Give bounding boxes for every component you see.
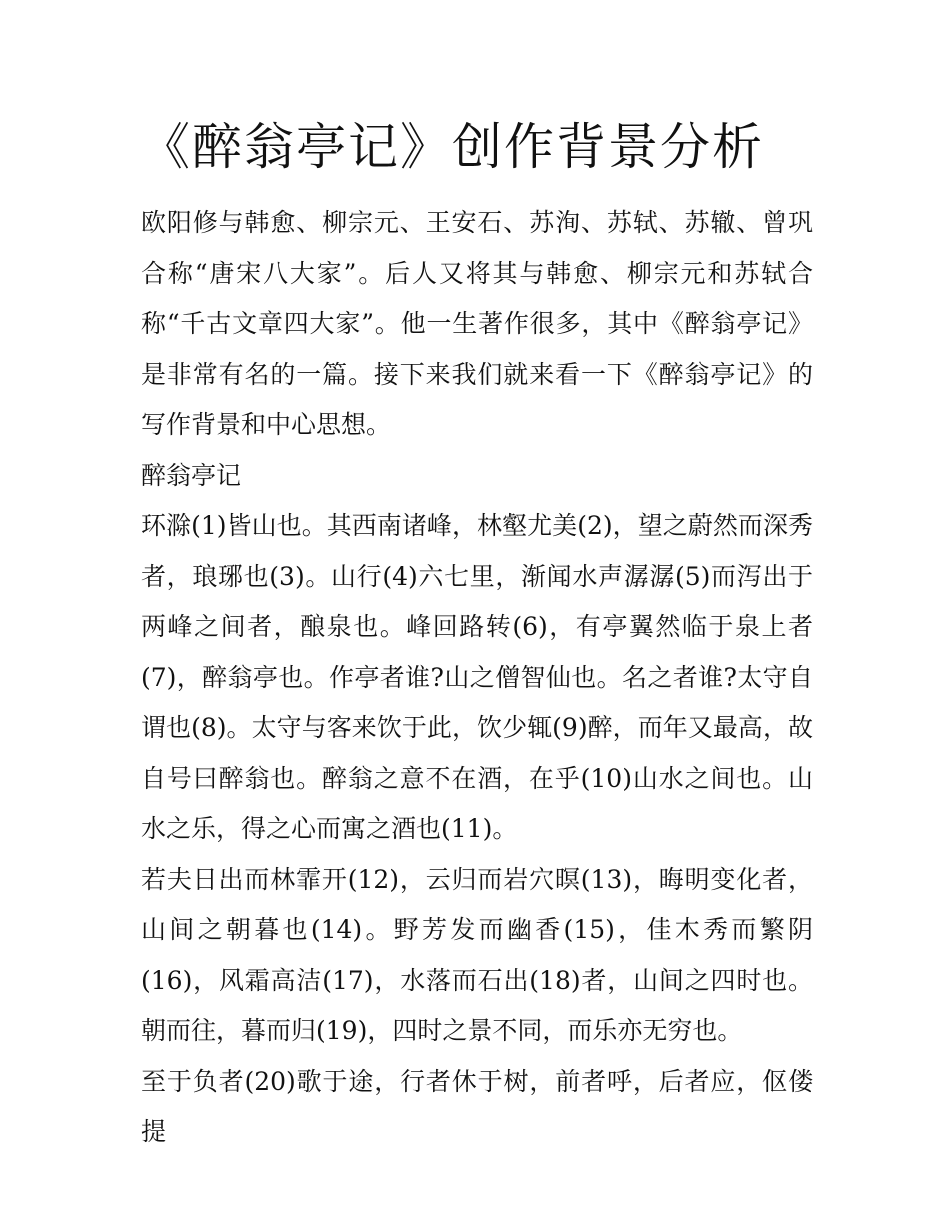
paragraph-text-1: 环滁(1)皆山也。其西南诸峰，林壑尤美(2)，望之蔚然而深秀者，琅琊也(3)。山行(4)六七里，渐闻水声潺潺(5)而泻出于两峰之间者，酿泉也。峰回路转(6)，有亭翼然临于泉上者(7)，醉翁亭也。作亭者谁?山之僧智仙也。名之者谁?太守自谓也(8)。太守与客来饮于此，饮少辄(9)醉，而年又最高，故自号曰醉翁也。醉翁之意不在酒，在乎(10)山水之间也。山水之乐，得之心而寓之酒也(11)。: [141, 511, 813, 843]
paragraph-subtitle: 醉翁亭记: [141, 460, 242, 490]
paragraph-text-2: 若夫日出而林霏开(12)，云归而岩穴暝(13)，晦明变化者，山间之朝暮也(14)。野芳发而幽香(15)，佳木秀而繁阴(16)，风霜高洁(17)，水落而石出(18)者，山间之四时也。朝而往，暮而归(19)，四时之景不同，而乐亦无穷也。: [141, 864, 813, 1045]
paragraph-intro: 欧阳修与韩愈、柳宗元、王安石、苏洵、苏轼、苏辙、曾巩合称“唐宋八大家”。后人又将其与韩愈、柳宗元和苏轼合称“千古文章四大家”。他一生著作很多，其中《醉翁亭记》是非常有名的一篇。接下来我们就来看一下《醉翁亭记》的写作背景和中心思想。: [141, 208, 813, 439]
document-body: [141, 198, 813, 1158]
page-title: 《醉翁亭记》创作背景分析: [140, 118, 764, 176]
paragraph-text-3: 至于负者(20)歌于途，行者休于树，前者呼，后者应，伛偻提: [141, 1066, 813, 1146]
